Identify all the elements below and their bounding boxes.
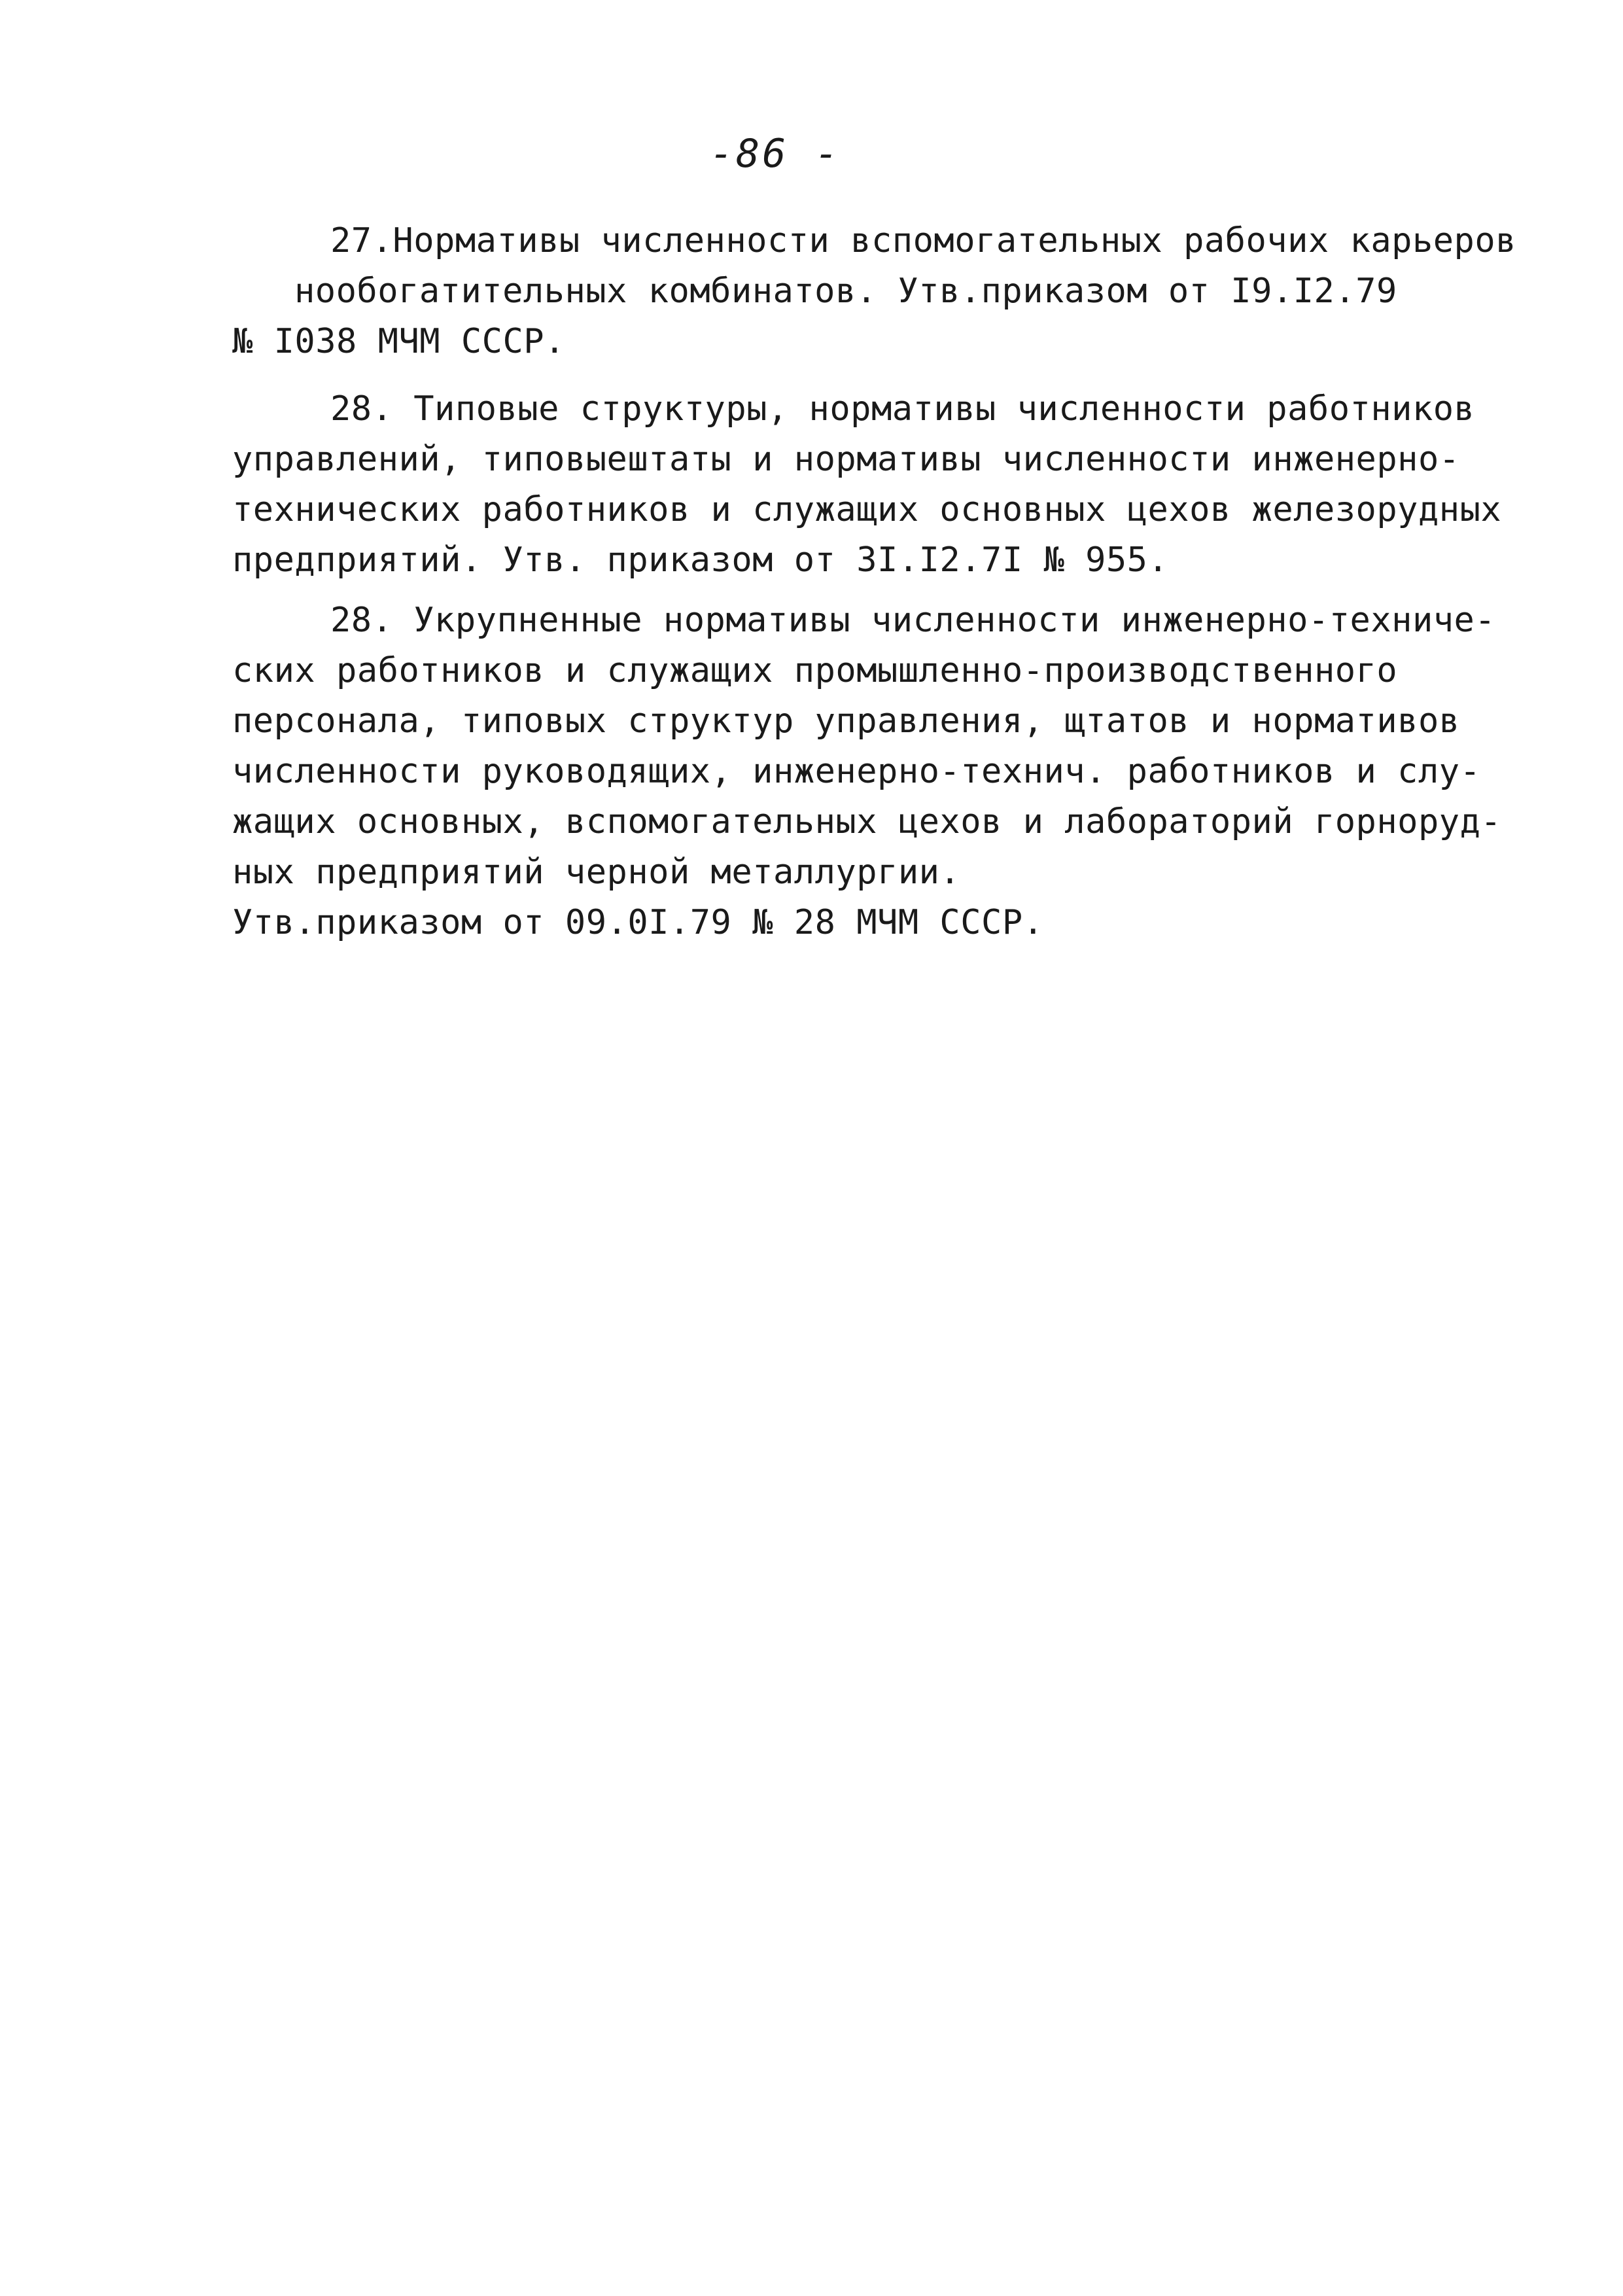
page-number: -86 - bbox=[710, 131, 841, 177]
item-28a-line-2: управлений, типовыештаты и нормативы численности инженерно- bbox=[232, 440, 1460, 479]
item-28b-line-3: персонала, типовых структур управления, щтатов и нормативов bbox=[232, 701, 1460, 741]
item-28a-line-3: технических работников и служащих основных цехов железорудных bbox=[232, 490, 1502, 529]
item-28b-line-5: жащих основных, вспомогательных цехов и лабораторий горноруд- bbox=[232, 802, 1502, 841]
item-28a-line-1: 28. Типовые структуры, нормативы численности работников bbox=[330, 389, 1475, 429]
item-28b-line-4: численности руководящих, инженерно-технич. работников и слу- bbox=[232, 752, 1481, 791]
item-28b-line-1: 28. Укрупненные нормативы численности инженерно-техниче- bbox=[330, 601, 1496, 640]
item-28b-line-6: ных предприятий черной металлургии. bbox=[232, 853, 961, 892]
item-28b-line-7: Утв.приказом от 09.0I.79 № 28 МЧМ СССР. bbox=[232, 903, 1044, 942]
item-28a-line-4: предприятий. Утв. приказом от 3I.I2.7I № 955. bbox=[232, 540, 1169, 580]
item-28b-line-2: ских работников и служащих промышленно-производственного bbox=[232, 651, 1398, 690]
item-27-line-2: нообогатительных комбинатов. Утв.приказом от I9.I2.79 bbox=[294, 272, 1397, 311]
item-27-line-3: № I038 МЧМ СССР. bbox=[232, 322, 565, 361]
item-27-line-1: 27.Нормативы численности вспомогательных рабочих карьеров bbox=[330, 221, 1516, 260]
